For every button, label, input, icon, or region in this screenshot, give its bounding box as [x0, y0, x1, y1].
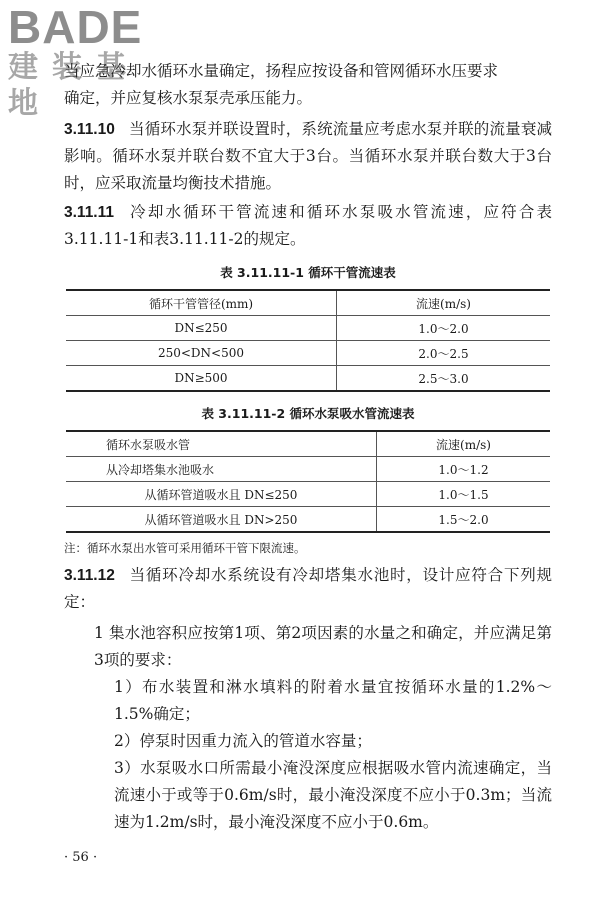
table-header-cell: 流速(m/s) — [337, 290, 551, 316]
clause-3-11-10 — [64, 116, 552, 197]
table-row — [66, 507, 550, 533]
sub-item-1: 1）布水装置和淋水填料的附着水量宜按循环水量的1.2%～1.5%确定； — [114, 678, 552, 723]
table-cell: 250<DN<500 — [66, 341, 337, 366]
table-header-row — [66, 431, 550, 457]
table-cell: 2.0～2.5 — [337, 341, 551, 366]
paragraph-continuation-2: 确定，并应复核水泵泵壳承压能力。 — [64, 89, 313, 107]
clause-item-1: 1 集水池容积应按第1项、第2项因素的水量之和确定，并应满足第3项的要求： — [94, 624, 552, 669]
page-body — [64, 58, 552, 836]
clause-number: 3.11.10 — [64, 121, 115, 138]
logo-word: BADE — [8, 1, 143, 53]
table-cell: 1.0～1.2 — [377, 457, 551, 482]
table-cell: 1.5～2.0 — [377, 507, 551, 533]
table-cell: 1.0～2.0 — [337, 316, 551, 341]
clause-3-11-11 — [64, 199, 552, 253]
clause-number: 3.11.11 — [64, 204, 115, 221]
table-row — [66, 341, 550, 366]
table-header-cell: 流速(m/s) — [377, 431, 551, 457]
clause-number: 3.11.12 — [64, 567, 115, 584]
table-row — [66, 316, 550, 341]
logo-cn: 建装基地 — [8, 50, 140, 121]
table-cell: 2.5～3.0 — [337, 366, 551, 392]
table-cell: 从循环管道吸水且 DN≤250 — [66, 482, 377, 507]
clause-text: 当循环水泵并联设置时，系统流量应考虑水泵并联的流量衰减影响。循环水泵并联台数不宜大于3台。当循环水泵并联台数大于3台时，应采取流量均衡技术措施。 — [64, 120, 552, 192]
paragraph-continuation: 当应急冷却水循环水量确定，扬程应按设备和管网循环水压要求 — [64, 62, 499, 80]
table-header-cell: 循环水泵吸水管 — [66, 431, 377, 457]
sub-item-2: 2）停泵时因重力流入的管道水容量； — [114, 732, 372, 750]
table-row — [66, 366, 550, 392]
sub-item-3: 3）水泵吸水口所需最小淹没深度应根据吸水管内流速确定，当流速小于或等于0.6m/s时，最小淹没深度不应小于0.3m；当流速为1.2m/s时，最小淹没深度不应小于0.6m。 — [114, 759, 552, 831]
table-cell: 从循环管道吸水且 DN>250 — [66, 507, 377, 533]
table-note: 注：循环水泵出水管可采用循环干管下限流速。 — [64, 541, 306, 555]
clause-text: 冷却水循环干管流速和循环水泵吸水管流速，应符合表3.11.11-1和表3.11.11-2的规定。 — [64, 203, 552, 248]
table-cell: DN≤250 — [66, 316, 337, 341]
table-row — [66, 457, 550, 482]
table-row — [66, 482, 550, 507]
table-main-pipe-velocity — [66, 289, 550, 392]
table-header-row — [66, 290, 550, 316]
table2-caption: 表 3.11.11-2 循环水泵吸水管流速表 — [201, 406, 415, 421]
clause-3-11-12 — [64, 562, 552, 616]
clause-text: 当循环冷却水系统设有冷却塔集水池时，设计应符合下列规定： — [64, 566, 552, 611]
table-cell: 1.0～1.5 — [377, 482, 551, 507]
table1-caption: 表 3.11.11-1 循环干管流速表 — [220, 265, 396, 280]
table-cell: DN≥500 — [66, 366, 337, 392]
table-header-cell: 循环干管管径(mm) — [66, 290, 337, 316]
page-number: · 56 · — [64, 850, 98, 865]
table-suction-pipe-velocity — [66, 430, 550, 533]
table-cell: 从冷却塔集水池吸水 — [66, 457, 377, 482]
